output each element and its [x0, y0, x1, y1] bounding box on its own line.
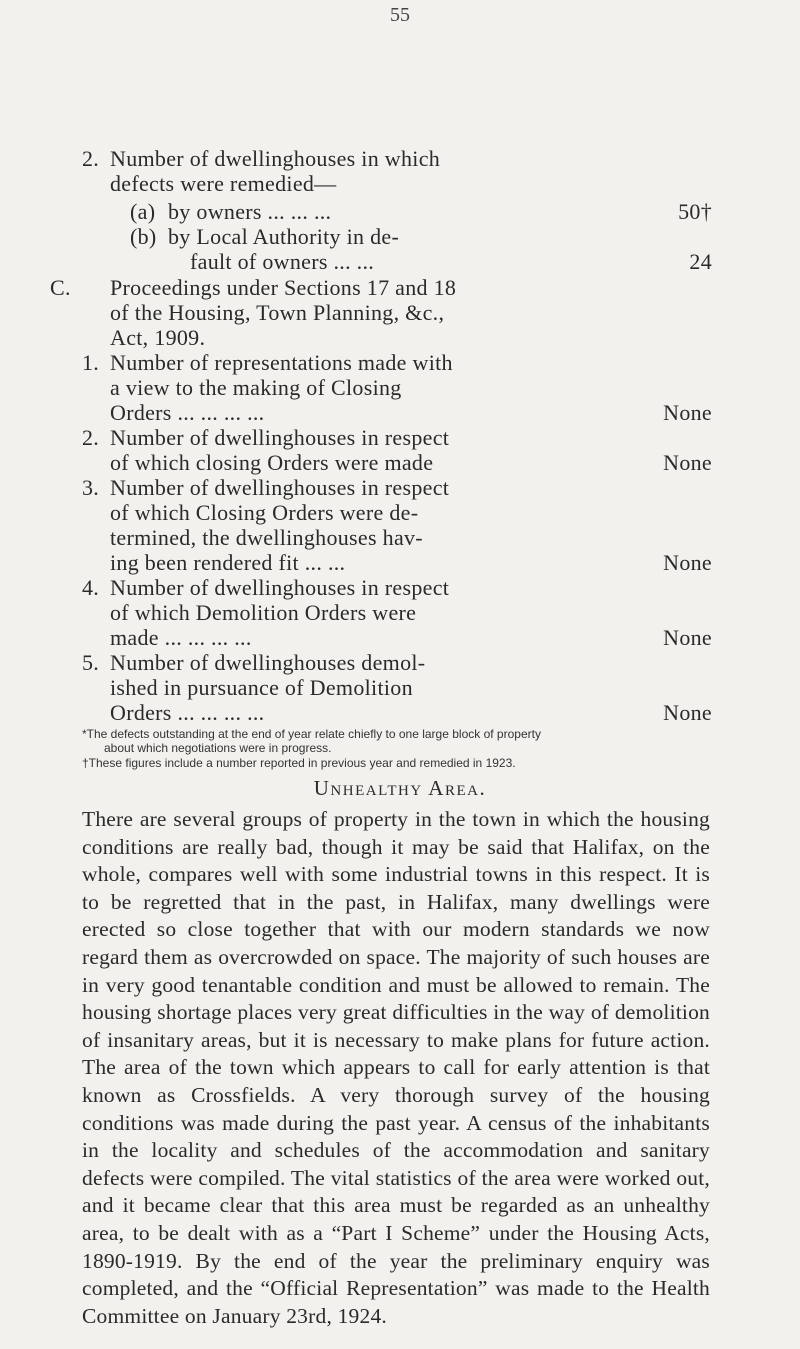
footnote-defects: *The defects outstanding at the end of year relate chiefly to one large block of property — [82, 727, 541, 741]
item-line: a view to the making of Closing — [110, 375, 402, 400]
item-line: Act, 1909. — [110, 325, 206, 350]
item-value: None — [663, 625, 712, 650]
item-number: C. — [50, 275, 71, 300]
item-number: (a) — [130, 199, 156, 224]
item-line: of which Demolition Orders were — [110, 600, 417, 625]
page-number: 55 — [390, 4, 410, 26]
item-line: of which Closing Orders were de- — [110, 500, 419, 525]
item-value: None — [663, 700, 712, 725]
item-line: fault of owners ... ... — [190, 249, 375, 274]
item-value: None — [663, 550, 712, 575]
item-line: Orders ... ... ... ... — [110, 400, 265, 425]
item-line: by owners ... ... ... — [168, 199, 332, 224]
item-number: 2. — [82, 425, 100, 450]
item-value: 50† — [678, 199, 712, 224]
item-value: None — [663, 400, 712, 425]
item-line: defects were remedied— — [110, 171, 337, 196]
item-line: Number of dwellinghouses in respect — [110, 475, 450, 500]
item-line: ing been rendered fit ... ... — [110, 550, 346, 575]
item-line: Number of dwellinghouses demol- — [110, 650, 426, 675]
item-number: 3. — [82, 475, 100, 500]
item-number: (b) — [130, 224, 157, 249]
item-line: Number of dwellinghouses in respect — [110, 575, 450, 600]
item-line: Orders ... ... ... ... — [110, 700, 265, 725]
item-line: by Local Authority in de- — [168, 224, 400, 249]
item-line: ished in pursuance of Demolition — [110, 675, 413, 700]
footnote-defects-cont: about which negotiations were in progress. — [104, 741, 332, 755]
item-number: 2. — [82, 146, 100, 171]
item-line: Number of dwellinghouses in which — [110, 146, 441, 171]
item-line: Number of representations made with — [110, 350, 453, 375]
item-number: 4. — [82, 575, 100, 600]
item-line: of which closing Orders were made — [110, 450, 434, 475]
body-paragraph: There are several groups of property in the town in which the housing conditions are really bad, though it may be said that Halifax, on the whole, compares well with some industrial towns in this respect. It is to be regretted that in the past, in Halifax, many dwellings were erected so close together that with our modern standards we now regard them as overcrowded on space. The majority of such houses are in very good tenantable condition and must be allowed to remain. The housing shortage places very great difficulties in the way of demolition of insanitary areas, but it is necessary to make plans for future action. The area of the town which appears to call for early attention is that known as Crossfields. A very thorough survey of the housing conditions was made during the past year. A census of the inhabitants in the locality and schedules of the accommodation and sanitary defects were compiled. The vital statistics of the area were worked out, and it became clear that this area must be regarded as an unhealthy area, to be dealt with as a “Part I Scheme” under the Housing Acts, 1890-1919. By the end of the year the preliminary enquiry was completed, and the “Official Representation” was made to the Health Committee on January 23rd, 1924. — [82, 807, 710, 1328]
item-number: 5. — [82, 650, 100, 675]
item-line: of the Housing, Town Planning, &c., — [110, 300, 445, 325]
item-number: 1. — [82, 350, 100, 375]
item-value: None — [663, 450, 712, 475]
item-line: termined, the dwellinghouses hav- — [110, 525, 423, 550]
item-line: made ... ... ... ... — [110, 625, 252, 650]
item-line: Proceedings under Sections 17 and 18 — [110, 275, 457, 300]
section-heading: Unhealthy Area. — [313, 776, 487, 800]
item-value: 24 — [689, 249, 712, 274]
footnote-figures: †These figures include a number reported in previous year and remedied in 1923. — [82, 756, 516, 770]
item-line: Number of dwellinghouses in respect — [110, 425, 450, 450]
